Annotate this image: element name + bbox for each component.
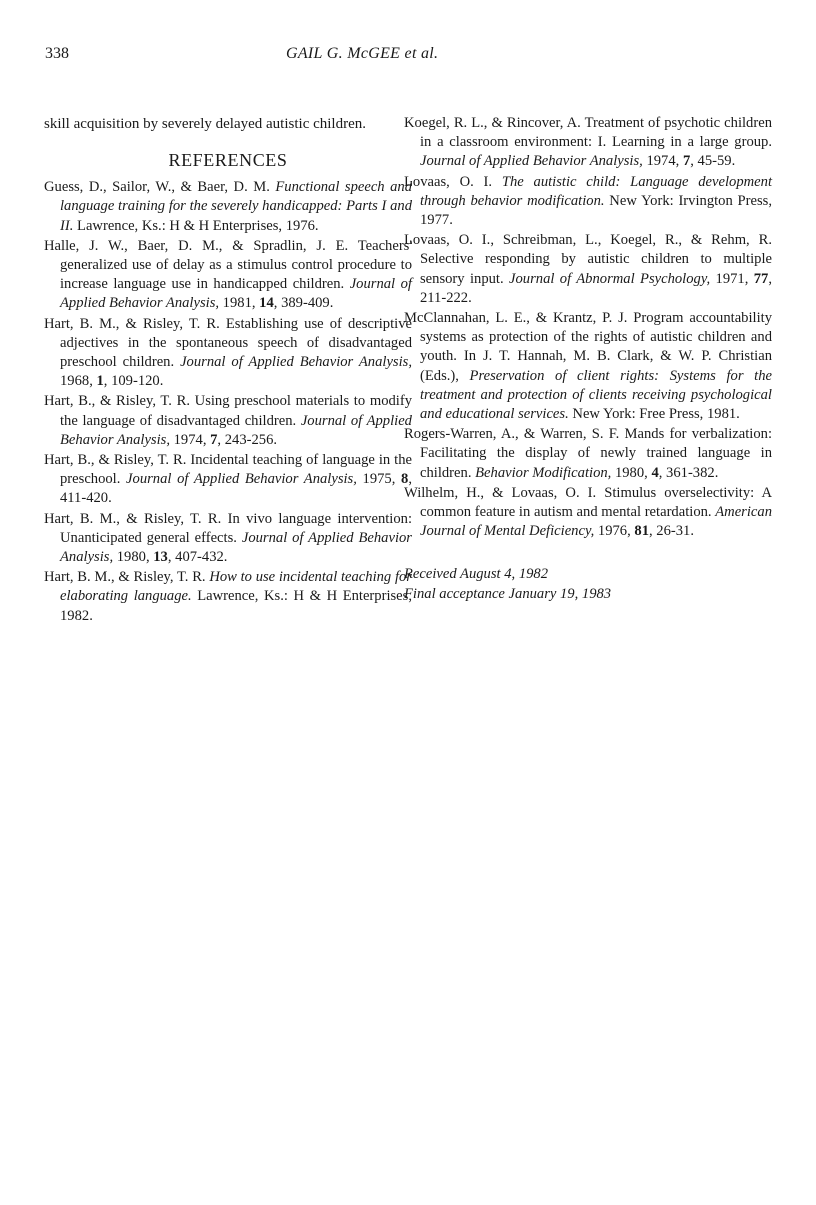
reference-title: Journal of Abnormal Psychology, xyxy=(509,270,711,287)
reference-authors: Rogers-Warren, A., & Warren, S. F. Mands for verbalization: Facilitating the display of newly trained language in children. xyxy=(404,426,772,481)
reference-pages: , 361-382. xyxy=(658,464,719,481)
reference-publication: 1974, xyxy=(169,431,211,448)
reference-entry xyxy=(404,173,772,231)
reference-title: Behavior Modification, xyxy=(475,464,612,481)
reference-entry xyxy=(44,237,412,314)
reference-authors: Halle, J. W., Baer, D. M., & Spradlin, J. E. Teachers' generalized use of delay as a stimulus control procedure to increase language use in handicapped children. xyxy=(44,237,412,293)
reference-publication: 1980, xyxy=(113,549,154,566)
references-list-right xyxy=(404,114,772,541)
reference-authors: Lovaas, O. I., Schreibman, L., Koegel, R., & Rehm, R. Selective responding by autistic children to multiple sensory input. xyxy=(404,232,772,287)
continuation-text: skill acquisition by severely delayed autistic children. xyxy=(44,116,366,132)
reference-pages: , 109-120. xyxy=(103,373,164,390)
reference-title: Journal of Applied Behavior Analysis, xyxy=(60,276,412,312)
reference-title: The autistic child: Language development through behavior modification. xyxy=(420,173,772,209)
reference-title: Journal of Applied Behavior Analysis, xyxy=(180,354,412,371)
reference-title: Journal of Applied Behavior Analysis, xyxy=(60,529,412,566)
left-column xyxy=(44,114,412,627)
reference-pages: , 411-420. xyxy=(60,471,412,507)
reference-title: Preservation of client rights: Systems for the treatment and protection of clients receiving psychological and educational services. xyxy=(420,367,772,423)
reference-volume: 81 xyxy=(634,523,649,540)
reference-title: Functional speech and language training for the severely handicapped: Parts I and II. xyxy=(60,179,413,234)
reference-publication: 1968, xyxy=(60,373,97,390)
reference-title: American Journal of Mental Deficiency, xyxy=(420,504,772,540)
reference-volume: 1 xyxy=(96,373,104,390)
reference-publication: 1974, xyxy=(642,153,683,170)
reference-authors: Hart, B., & Risley, T. R. Using preschool materials to modify the language of disadvantaged children. xyxy=(44,393,412,429)
reference-title: Journal of Applied Behavior Analysis, xyxy=(60,412,412,448)
reference-title: Journal of Applied Behavior Analysis, xyxy=(420,153,643,170)
reference-pages: , 243-256. xyxy=(217,431,278,448)
reference-publication: 1971, xyxy=(710,270,754,287)
reference-pages: , 45-59. xyxy=(690,153,736,170)
reference-entry xyxy=(44,315,412,392)
manuscript-dates xyxy=(404,565,772,604)
reference-title: Journal of Applied Behavior Analysis, xyxy=(126,471,357,488)
references-heading: REFERENCES xyxy=(168,150,288,170)
reference-entry xyxy=(404,484,772,542)
reference-publication: Lawrence, Ks.: H & H Enterprises, 1976. xyxy=(73,217,319,234)
reference-entry xyxy=(404,425,772,483)
reference-entry xyxy=(404,114,772,172)
reference-entry xyxy=(44,178,412,236)
reference-publication: New York: Free Press, 1981. xyxy=(568,406,740,423)
reference-entry xyxy=(44,510,412,568)
reference-entry xyxy=(44,451,412,509)
reference-authors: Hart, B. M., & Risley, T. R. Establishing use of descriptive adjectives in the spontaneous speech of disadvantaged preschool children. xyxy=(44,315,412,371)
reference-volume: 14 xyxy=(259,295,274,312)
reference-publication: 1981, xyxy=(219,295,260,312)
reference-publication: New York: Irvington Press, 1977. xyxy=(420,192,772,229)
reference-pages: , 26-31. xyxy=(649,523,694,540)
reference-authors: Hart, B. M., & Risley, T. R. In vivo language intervention: Unanticipated general effects. xyxy=(44,510,412,546)
reference-publication: 1980, xyxy=(611,464,652,481)
running-head: GAIL G. McGEE et al. xyxy=(286,45,439,62)
reference-authors: Hart, B. M., & Risley, T. R. xyxy=(44,569,210,586)
reference-entry xyxy=(44,568,412,626)
reference-pages: , 211-222. xyxy=(420,270,772,306)
reference-authors: Guess, D., Sailor, W., & Baer, D. M. xyxy=(44,179,276,196)
reference-volume: 7 xyxy=(682,153,691,170)
final-acceptance-date: Final acceptance January 19, 1983 xyxy=(404,585,612,602)
reference-authors: Koegel, R. L., & Rincover, A. Treatment of psychotic children in a classroom environment: I. Learning in a large group. xyxy=(404,115,772,151)
reference-title: How to use incidental teaching for elaborating language. xyxy=(60,569,412,605)
reference-volume: 8 xyxy=(401,471,409,488)
reference-authors: McClannahan, L. E., & Krantz, P. J. Program accountability systems as protection of the rights of autistic children and youth. In J. T. Hannah, M. B. Clark, & W. P. Christian (Eds.), xyxy=(404,310,772,384)
reference-volume: 7 xyxy=(210,431,218,448)
reference-publication: 1976, xyxy=(594,523,635,540)
reference-entry xyxy=(404,231,772,308)
page-number: 338 xyxy=(45,45,69,62)
reference-publication: 1975, xyxy=(356,471,402,488)
reference-entry xyxy=(44,392,412,450)
reference-volume: 77 xyxy=(753,270,769,287)
right-column xyxy=(404,114,772,604)
reference-volume: 4 xyxy=(651,464,659,481)
reference-pages: , 407-432. xyxy=(167,549,228,566)
reference-publication: Lawrence, Ks.: H & H Enterprises, 1982. xyxy=(60,588,412,624)
references-list-left xyxy=(44,178,412,626)
reference-authors: Lovaas, O. I. xyxy=(404,173,502,190)
reference-entry xyxy=(404,309,772,424)
reference-authors: Wilhelm, H., & Lovaas, O. I. Stimulus overselectivity: A common feature in autism and mental retardation. xyxy=(404,484,772,521)
reference-authors: Hart, B., & Risley, T. R. Incidental teaching of language in the preschool. xyxy=(44,452,412,488)
received-date: Received August 4, 1982 xyxy=(404,566,549,583)
reference-volume: 13 xyxy=(153,549,168,566)
reference-pages: , 389-409. xyxy=(273,295,334,312)
